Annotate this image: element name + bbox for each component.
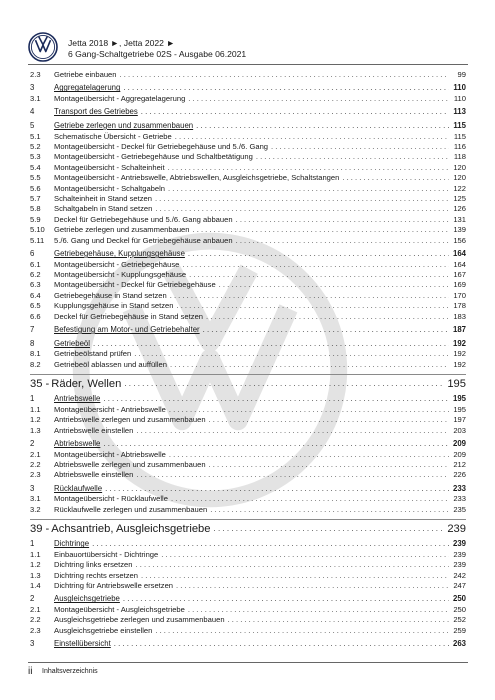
toc-leader-dots xyxy=(188,605,449,615)
toc-entry-row[interactable] xyxy=(30,225,466,235)
toc-page-number: 113 xyxy=(453,107,466,117)
toc-leader-dots xyxy=(93,339,449,350)
toc-leader-dots xyxy=(228,615,449,625)
toc-page-number: 110 xyxy=(453,83,466,93)
toc-title: Montageübersicht - Deckel für Getriebegehäuse xyxy=(54,280,216,290)
toc-page-number: 183 xyxy=(453,311,466,321)
toc-page-number: 99 xyxy=(457,70,466,79)
toc-page-number: 247 xyxy=(453,580,466,590)
toc-leader-dots xyxy=(155,194,449,204)
toc-page-number: 239 xyxy=(452,539,466,549)
toc-page-number: 178 xyxy=(453,301,466,311)
toc-section-row[interactable] xyxy=(30,484,466,495)
toc-title: Einstellübersicht xyxy=(54,639,111,649)
toc-leader-dots xyxy=(170,291,449,301)
toc-leader-dots xyxy=(196,121,449,132)
toc-title: Befestigung am Motor- und Getriebehalter xyxy=(54,325,200,335)
toc-leader-dots xyxy=(236,236,449,246)
toc-entry-row[interactable] xyxy=(30,215,466,225)
toc-page-number: 250 xyxy=(452,594,466,604)
toc-page-number: 187 xyxy=(452,325,466,335)
toc-page-number: 139 xyxy=(453,225,466,235)
toc-title: Transport des Getriebes xyxy=(54,107,138,117)
toc-number: 2.1 xyxy=(30,604,41,614)
toc-chapter-row[interactable] xyxy=(30,519,466,536)
toc-page-number: 263 xyxy=(452,639,466,649)
toc-number: 1 xyxy=(30,539,35,549)
toc-title: Rücklaufwelle xyxy=(54,483,103,493)
toc-number: 3.1 xyxy=(30,94,41,103)
toc-leader-dots xyxy=(176,301,449,311)
toc-number: 8 xyxy=(30,338,35,348)
toc-chapter-row[interactable] xyxy=(30,374,466,391)
toc-page-number: 118 xyxy=(453,152,466,162)
toc-entry-row[interactable] xyxy=(30,460,466,470)
table-of-contents xyxy=(30,70,466,650)
toc-title: Getriebeölstand prüfen xyxy=(54,349,132,359)
toc-entry-row[interactable] xyxy=(30,152,466,162)
toc-entry-row[interactable] xyxy=(30,132,466,142)
toc-number: 2.3 xyxy=(30,470,41,480)
toc-number: 6.1 xyxy=(30,259,41,269)
page-footer xyxy=(28,662,468,677)
toc-title: Ausgleichsgetriebe einstellen xyxy=(54,625,153,635)
toc-leader-dots xyxy=(124,377,444,391)
toc-entry-row[interactable] xyxy=(30,450,466,460)
toc-title: Montageübersicht - Antriebswelle xyxy=(54,404,166,414)
toc-leader-dots xyxy=(209,415,449,425)
toc-number: 6.4 xyxy=(30,290,41,300)
toc-leader-dots xyxy=(209,460,449,470)
toc-title: Schematische Übersicht - Getriebe xyxy=(54,131,172,141)
toc-number: 5.8 xyxy=(30,204,41,214)
toc-page-number: 115 xyxy=(453,121,466,130)
toc-number: 5.5 xyxy=(30,173,41,183)
toc-leader-dots xyxy=(136,560,450,570)
toc-number: 2.3 xyxy=(30,625,41,635)
toc-page-number: 195 xyxy=(453,404,466,414)
toc-page-number: 235 xyxy=(453,504,466,514)
toc-number: 2.2 xyxy=(30,459,41,469)
toc-number: 3.2 xyxy=(30,504,41,514)
toc-number: 2.3 xyxy=(30,70,41,79)
toc-leader-dots xyxy=(256,152,449,162)
toc-page-number: 203 xyxy=(453,425,466,435)
toc-section-row[interactable] xyxy=(30,394,466,405)
toc-number: 1.2 xyxy=(30,560,41,570)
toc-title: Montageübersicht - Antriebswelle, Abtriebswellen, Ausgleichsgetriebe, Schaltstangen xyxy=(54,173,340,183)
toc-leader-dots xyxy=(161,550,449,560)
toc-number: 2 xyxy=(30,438,35,448)
toc-number: 2 xyxy=(30,594,35,604)
toc-page-number: 233 xyxy=(453,494,466,504)
toc-leader-dots xyxy=(136,426,449,436)
toc-title: Montageübersicht - Kupplungsgehäuse xyxy=(54,270,187,280)
toc-page-number: 226 xyxy=(453,470,466,480)
toc-entry-row[interactable] xyxy=(30,415,466,425)
toc-entry-row[interactable] xyxy=(30,426,466,436)
toc-title: Achsantrieb, Ausgleichsgetriebe xyxy=(51,523,211,536)
toc-entry-row[interactable] xyxy=(30,194,466,204)
toc-number: 8.2 xyxy=(30,359,41,369)
toc-page-number: 116 xyxy=(453,142,466,151)
toc-number: 1.1 xyxy=(30,404,41,414)
toc-page-number: 239 xyxy=(453,549,466,559)
toc-section-row[interactable] xyxy=(30,539,466,550)
toc-leader-dots xyxy=(203,325,449,336)
toc-section-row[interactable] xyxy=(30,121,466,132)
toc-page-number: 209 xyxy=(453,449,466,459)
toc-number: 5.1 xyxy=(30,131,41,141)
vw-logo-icon xyxy=(28,32,58,62)
toc-title: Getriebeöl ablassen und auffüllen xyxy=(54,359,168,369)
toc-title: Montageübersicht - Getriebegehäuse xyxy=(54,259,180,269)
toc-leader-dots xyxy=(141,571,449,581)
toc-title: Antriebswelle einstellen xyxy=(54,425,134,435)
toc-entry-row[interactable] xyxy=(30,605,466,615)
toc-number: 6.2 xyxy=(30,270,41,280)
toc-title: Dichtring für Antriebswelle ersetzen xyxy=(54,580,174,590)
toc-leader-dots xyxy=(123,594,449,605)
toc-number: 1.4 xyxy=(30,580,41,590)
toc-leader-dots xyxy=(189,270,449,280)
toc-number: 5 xyxy=(30,121,35,130)
toc-number: 1.3 xyxy=(30,570,41,580)
toc-number: 35 - xyxy=(30,378,50,391)
toc-leader-dots xyxy=(236,215,449,225)
toc-page-number: 192 xyxy=(453,359,466,369)
toc-leader-dots xyxy=(103,394,449,405)
header-model: Jetta 2018 ►, Jetta 2022 ► xyxy=(68,38,175,48)
toc-entry-row[interactable] xyxy=(30,470,466,480)
toc-leader-dots xyxy=(136,470,449,480)
toc-page-number: 259 xyxy=(453,625,466,635)
toc-number: 5.7 xyxy=(30,194,41,204)
toc-title: Montageübersicht - Schalteinheit xyxy=(54,162,165,172)
toc-title: Abtriebswelle xyxy=(54,438,101,448)
toc-number: 2.1 xyxy=(30,449,41,459)
footer-page-number: ii xyxy=(28,666,33,677)
toc-number: 5.9 xyxy=(30,214,41,224)
toc-leader-dots xyxy=(123,83,449,94)
footer-divider xyxy=(28,662,468,663)
toc-page-number: 209 xyxy=(452,438,466,448)
toc-leader-dots xyxy=(175,132,449,142)
toc-leader-dots xyxy=(176,581,449,591)
toc-section-row[interactable] xyxy=(30,325,466,336)
toc-leader-dots xyxy=(219,280,449,290)
toc-page-number: 250 xyxy=(453,604,466,614)
toc-title: Getriebe zerlegen und zusammenbauen xyxy=(54,121,194,130)
toc-number: 2.2 xyxy=(30,615,41,625)
toc-page-number: 242 xyxy=(453,570,466,580)
toc-title: Getriebeöl xyxy=(54,338,90,348)
toc-page-number: 239 xyxy=(447,523,466,536)
toc-page-number: 252 xyxy=(453,615,466,625)
toc-leader-dots xyxy=(120,70,450,80)
toc-entry-row[interactable] xyxy=(30,236,466,246)
toc-number: 5.11 xyxy=(30,235,45,245)
toc-number: 3 xyxy=(30,483,35,493)
toc-entry-row[interactable] xyxy=(30,301,466,311)
toc-page-number: 125 xyxy=(453,194,466,204)
toc-leader-dots xyxy=(206,312,449,322)
toc-title: Montageübersicht - Ausgleichsgetriebe xyxy=(54,604,185,614)
toc-entry-row[interactable] xyxy=(30,626,466,636)
toc-leader-dots xyxy=(214,522,445,536)
toc-entry-row[interactable] xyxy=(30,270,466,280)
toc-leader-dots xyxy=(105,484,449,495)
toc-leader-dots xyxy=(168,163,449,173)
page-header xyxy=(28,32,468,66)
toc-number: 3.1 xyxy=(30,494,41,504)
toc-page-number: 233 xyxy=(452,483,466,493)
toc-number: 8.1 xyxy=(30,349,41,359)
toc-entry-row[interactable] xyxy=(30,571,466,581)
toc-title: Schaltgabeln in Stand setzen xyxy=(54,204,153,214)
toc-title: Räder, Wellen xyxy=(51,378,122,391)
toc-number: 5.3 xyxy=(30,152,41,162)
toc-page-number: 167 xyxy=(453,270,466,280)
toc-title: Montageübersicht - Rücklaufwelle xyxy=(54,494,168,504)
toc-title: Einbauortübersicht - Dichtringe xyxy=(54,549,159,559)
toc-title: Rücklaufwelle zerlegen und zusammenbauen xyxy=(54,504,208,514)
toc-page-number: 170 xyxy=(453,290,466,300)
toc-title: Abtriebswelle zerlegen und zusammenbauen xyxy=(54,459,206,469)
toc-title: Aggregatelagerung xyxy=(54,83,121,93)
toc-leader-dots xyxy=(103,439,449,450)
toc-number: 39 - xyxy=(30,523,50,536)
toc-entry-row[interactable] xyxy=(30,204,466,214)
toc-page-number: 192 xyxy=(453,349,466,359)
header-edition: 6 Gang-Schaltgetriebe 02S - Ausgabe 06.2021 xyxy=(68,49,247,59)
toc-page-number: 110 xyxy=(453,94,466,103)
toc-number: 3 xyxy=(30,639,35,649)
toc-leader-dots xyxy=(169,450,449,460)
toc-leader-dots xyxy=(188,249,449,260)
toc-leader-dots xyxy=(171,494,449,504)
toc-title: Antriebswelle xyxy=(54,394,101,404)
toc-number: 6.6 xyxy=(30,311,41,321)
toc-section-row[interactable] xyxy=(30,107,466,118)
toc-leader-dots xyxy=(170,360,449,370)
toc-page-number: 115 xyxy=(453,131,466,141)
toc-leader-dots xyxy=(342,173,449,183)
toc-section-row[interactable] xyxy=(30,439,466,450)
toc-entry-row[interactable] xyxy=(30,560,466,570)
toc-title: Deckel für Getriebegehäuse in Stand setzen xyxy=(54,311,204,321)
toc-page-number: 195 xyxy=(447,378,466,391)
toc-title: Getriebegehäuse in Stand setzen xyxy=(54,290,167,300)
toc-title: Montageübersicht - Aggregatelagerung xyxy=(54,94,186,103)
toc-number: 5.6 xyxy=(30,183,41,193)
toc-entry-row[interactable] xyxy=(30,581,466,591)
toc-section-row[interactable] xyxy=(30,339,466,350)
toc-leader-dots xyxy=(155,626,449,636)
toc-section-row[interactable] xyxy=(30,639,466,650)
toc-title: Deckel für Getriebegehäuse und 5./6. Gang abbauen xyxy=(54,214,233,224)
toc-page-number: 197 xyxy=(453,415,466,425)
toc-entry-row[interactable] xyxy=(30,70,466,80)
toc-page-number: 212 xyxy=(453,459,466,469)
toc-number: 1.2 xyxy=(30,415,41,425)
toc-page-number: 195 xyxy=(452,394,466,404)
toc-title: Getriebegehäuse, Kupplungsgehäuse xyxy=(54,249,185,259)
toc-leader-dots xyxy=(182,260,449,270)
toc-title: Montageübersicht - Getriebegehäuse und Schaltbetätigung xyxy=(54,152,253,162)
toc-entry-row[interactable] xyxy=(30,494,466,504)
toc-entry-row[interactable] xyxy=(30,163,466,173)
toc-number: 6.3 xyxy=(30,280,41,290)
toc-number: 4 xyxy=(30,107,35,117)
toc-title: 5./6. Gang und Deckel für Getriebegehäuse anbauen xyxy=(54,235,233,245)
toc-number: 1 xyxy=(30,394,35,404)
toc-page-number: 122 xyxy=(453,183,466,193)
toc-page-number: 131 xyxy=(453,214,466,224)
toc-leader-dots xyxy=(210,505,449,515)
toc-title: Dichtring rechts ersetzen xyxy=(54,570,138,580)
toc-title: Montageübersicht - Deckel für Getriebegehäuse und 5./6. Gang xyxy=(54,142,269,151)
toc-page-number: 169 xyxy=(453,280,466,290)
toc-entry-row[interactable] xyxy=(30,550,466,560)
toc-page-number: 120 xyxy=(453,162,466,172)
toc-entry-row[interactable] xyxy=(30,280,466,290)
toc-leader-dots xyxy=(134,349,449,359)
toc-leader-dots xyxy=(114,639,449,650)
toc-number: 1.3 xyxy=(30,425,41,435)
toc-leader-dots xyxy=(188,94,449,104)
toc-entry-row[interactable] xyxy=(30,360,466,370)
toc-number: 1.1 xyxy=(30,549,41,559)
toc-title: Getriebe zerlegen und zusammenbauen xyxy=(54,225,190,235)
toc-leader-dots xyxy=(271,142,449,152)
toc-entry-row[interactable] xyxy=(30,184,466,194)
toc-entry-row[interactable] xyxy=(30,505,466,515)
toc-title: Montageübersicht - Abtriebswelle xyxy=(54,449,166,459)
toc-leader-dots xyxy=(141,107,449,118)
toc-entry-row[interactable] xyxy=(30,349,466,359)
toc-entry-row[interactable] xyxy=(30,312,466,322)
header-divider xyxy=(28,64,468,65)
toc-entry-row[interactable] xyxy=(30,291,466,301)
toc-number: 5.10 xyxy=(30,225,45,235)
toc-section-row[interactable] xyxy=(30,594,466,605)
footer-label: Inhaltsverzeichnis xyxy=(42,668,98,675)
toc-page-number: 126 xyxy=(453,204,466,214)
toc-title: Abtriebswelle einstellen xyxy=(54,470,134,480)
toc-page-number: 164 xyxy=(453,259,466,269)
toc-number: 5.4 xyxy=(30,162,41,172)
toc-entry-row[interactable] xyxy=(30,405,466,415)
toc-number: 6.5 xyxy=(30,301,41,311)
toc-section-row[interactable] xyxy=(30,83,466,94)
toc-page-number: 164 xyxy=(452,249,466,259)
toc-title: Dichtring links ersetzen xyxy=(54,560,133,570)
header-text xyxy=(68,38,246,60)
toc-title: Ausgleichsgetriebe xyxy=(54,594,120,604)
toc-entry-row[interactable] xyxy=(30,94,466,104)
toc-leader-dots xyxy=(92,539,449,550)
toc-number: 7 xyxy=(30,325,35,335)
toc-title: Ausgleichsgetriebe zerlegen und zusammenbauen xyxy=(54,615,225,625)
toc-title: Kupplungsgehäuse in Stand setzen xyxy=(54,301,174,311)
toc-entry-row[interactable] xyxy=(30,260,466,270)
toc-number: 3 xyxy=(30,83,35,93)
toc-title: Montageübersicht - Schaltgabeln xyxy=(54,183,166,193)
toc-number: 6 xyxy=(30,249,35,259)
toc-leader-dots xyxy=(155,204,449,214)
toc-entry-row[interactable] xyxy=(30,615,466,625)
toc-title: Antriebswelle zerlegen und zusammenbauen xyxy=(54,415,206,425)
toc-title: Getriebe einbauen xyxy=(54,70,117,79)
toc-leader-dots xyxy=(168,184,449,194)
toc-leader-dots xyxy=(193,225,449,235)
toc-entry-row[interactable] xyxy=(30,173,466,183)
toc-leader-dots xyxy=(169,405,449,415)
toc-title: Schalteinheit in Stand setzen xyxy=(54,194,152,204)
toc-title: Dichtringe xyxy=(54,539,90,549)
toc-page-number: 120 xyxy=(453,173,466,183)
toc-entry-row[interactable] xyxy=(30,142,466,152)
toc-page-number: 156 xyxy=(453,235,466,245)
toc-page-number: 192 xyxy=(452,338,466,348)
toc-number: 5.2 xyxy=(30,142,41,151)
toc-page-number: 239 xyxy=(453,560,466,570)
toc-section-row[interactable] xyxy=(30,249,466,260)
